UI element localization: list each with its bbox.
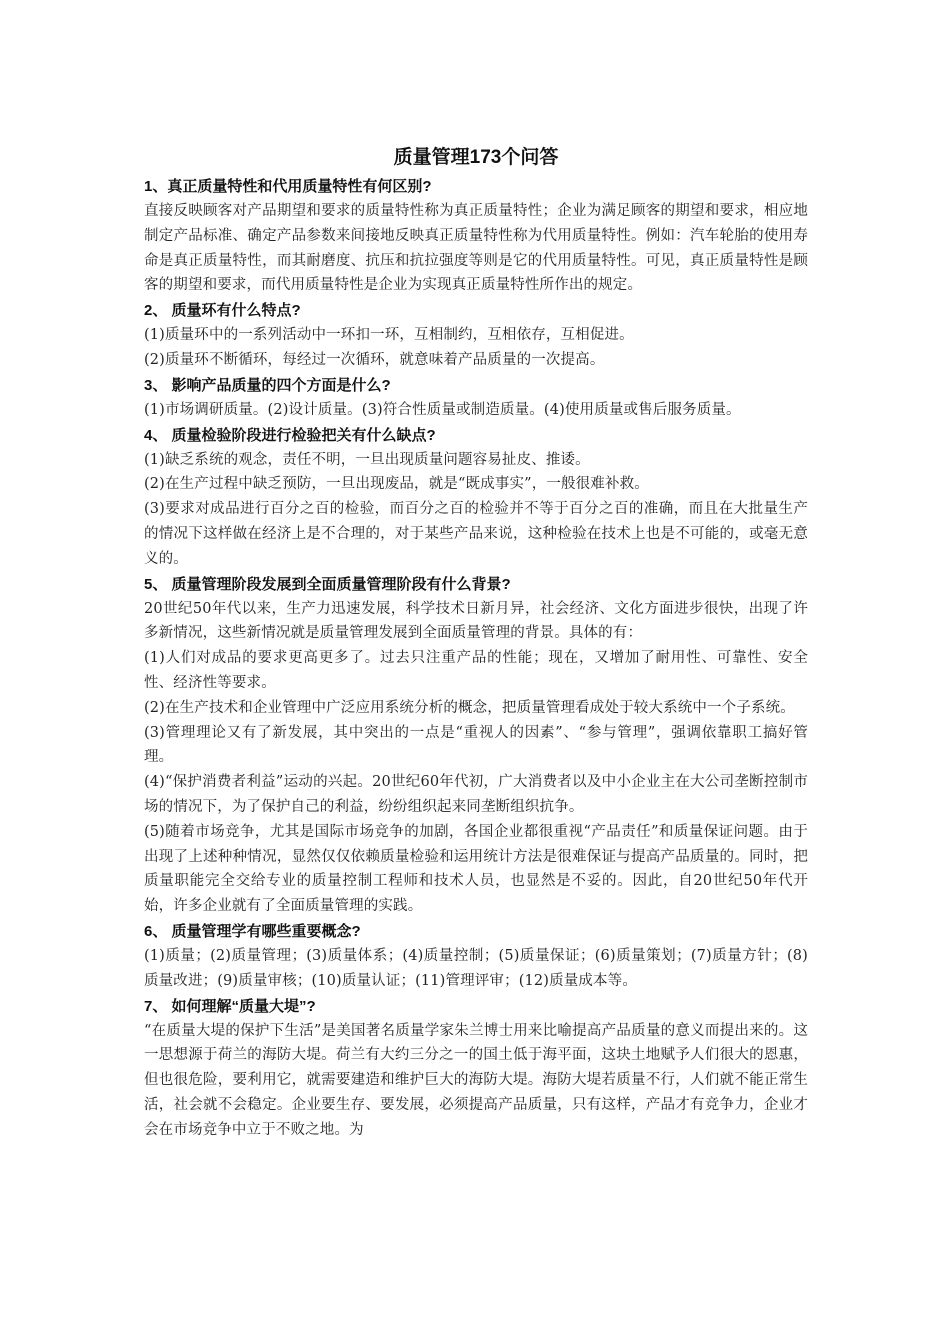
qa-section-7 — [144, 994, 808, 1143]
question-heading: 5、 质量管理阶段发展到全面质量管理阶段有什么背景? — [144, 575, 511, 593]
question-heading: 4、 质量检验阶段进行检验把关有什么缺点? — [144, 426, 436, 444]
answer-paragraph: (5)随着市场竞争，尤其是国际市场竞争的加剧，各国企业都很重视“产品责任”和质量保证问题。由于出现了上述种种情况，显然仅仅依赖质量检验和运用统计方法是很难保证与提高产品质量的。同时，把质量职能完全交给专业的质量控制工程师和技术人员，也显然是不妥的。因此，自20世纪50年代开始，许多企业就有了全面质量管理的实践。 — [144, 823, 808, 915]
answer-paragraph: 20世纪50年代以来，生产力迅速发展，科学技术日新月异，社会经济、文化方面进步很快，出现了许多新情况，这些新情况就是质量管理发展到全面质量管理的背景。具体的有： — [144, 600, 808, 642]
question-heading: 6、 质量管理学有哪些重要概念? — [144, 922, 361, 940]
answer-paragraph: (1)缺乏系统的观念，责任不明，一旦出现质量问题容易扯皮、推诿。 — [144, 451, 590, 468]
answer-paragraph: (1)人们对成品的要求更高更多了。过去只注重产品的性能；现在，又增加了耐用性、可靠性、安全性、经济性等要求。 — [144, 650, 808, 691]
answer-paragraph: (2)质量环不断循环，每经过一次循环，就意味着产品质量的一次提高。 — [144, 351, 605, 368]
answer-paragraph: (3)要求对成品进行百分之百的检验，而百分之百的检验并不等于百分之百的准确，而且在大批量生产的情况下这样做在经济上是不合理的，对于某些产品来说，这种检验在技术上也是不可能的，或毫无意义的。 — [144, 501, 808, 567]
qa-section-1 — [144, 174, 808, 298]
answer-paragraph: (3)管理理论又有了新发展，其中突出的一点是“重视人的因素”、“参与管理”，强调依靠职工搞好管理。 — [144, 724, 808, 766]
question-heading: 3、 影响产品质量的四个方面是什么? — [144, 376, 391, 394]
qa-section-4 — [144, 423, 808, 572]
answer-paragraph: “在质量大堤的保护下生活”是美国著名质量学家朱兰博士用来比喻提高产品质量的意义而提出来的。这一思想源于荷兰的海防大堤。荷兰有大约三分之一的国土低于海平面，这块土地赋予人们很大的恩惠，但也很危险，要利用它，就需要建造和维护巨大的海防大堤。海防大堤若质量不行，人们就不能正常生活，社会就不会稳定。企业要生存、要发展，必须提高产品质量，只有这样，产品才有竞争力，企业才会在市场竞争中立于不败之地。为 — [144, 1022, 808, 1138]
answer-paragraph: (4)“保护消费者利益”运动的兴起。20世纪60年代初，广大消费者以及中小企业主在大公司垄断控制市场的情况下，为了保护自己的利益，纷纷组织起来同垄断组织抗争。 — [144, 774, 808, 815]
qa-section-3 — [144, 373, 808, 423]
answer-paragraph: (2)在生产过程中缺乏预防，一旦出现废品，就是“既成事实”，一般很难补救。 — [144, 476, 649, 493]
question-heading: 2、 质量环有什么特点? — [144, 302, 301, 320]
qa-section-6 — [144, 919, 808, 994]
document-body — [144, 146, 808, 1143]
question-heading: 7、 如何理解“质量大堤”? — [144, 997, 316, 1015]
answer-paragraph: 直接反映顾客对产品期望和要求的质量特性称为真正质量特性；企业为满足顾客的期望和要求，相应地制定产品标准、确定产品参数来间接地反映真正质量特性称为代用质量特性。例如：汽车轮胎的使用寿命是真正质量特性，而其耐磨度、抗压和抗拉强度等则是它的代用质量特性。可见，真正质量特性是顾客的期望和要求，而代用质量特性是企业为实现真正质量特性所作出的规定。 — [144, 203, 808, 294]
answer-paragraph: (1)市场调研质量。(2)设计质量。(3)符合性质量或制造质量。(4)使用质量或售后服务质量。 — [144, 401, 741, 418]
qa-section-5 — [144, 572, 808, 919]
answer-paragraph: (1)质量环中的一系列活动中一环扣一环，互相制约，互相依存，互相促进。 — [144, 327, 634, 344]
qa-section-2 — [144, 298, 808, 373]
answer-paragraph: (1)质量；(2)质量管理；(3)质量体系；(4)质量控制；(5)质量保证；(6)质量策划；(7)质量方针；(8)质量改进；(9)质量审核；(10)质量认证；(11)管理评审；(12)质量成本等。 — [144, 947, 808, 989]
question-heading: 1、真正质量特性和代用质量特性有何区别? — [144, 178, 432, 195]
document-title: 质量管理173个问答 — [393, 147, 559, 168]
answer-paragraph: (2)在生产技术和企业管理中广泛应用系统分析的概念，把质量管理看成处于较大系统中一个子系统。 — [144, 699, 795, 716]
